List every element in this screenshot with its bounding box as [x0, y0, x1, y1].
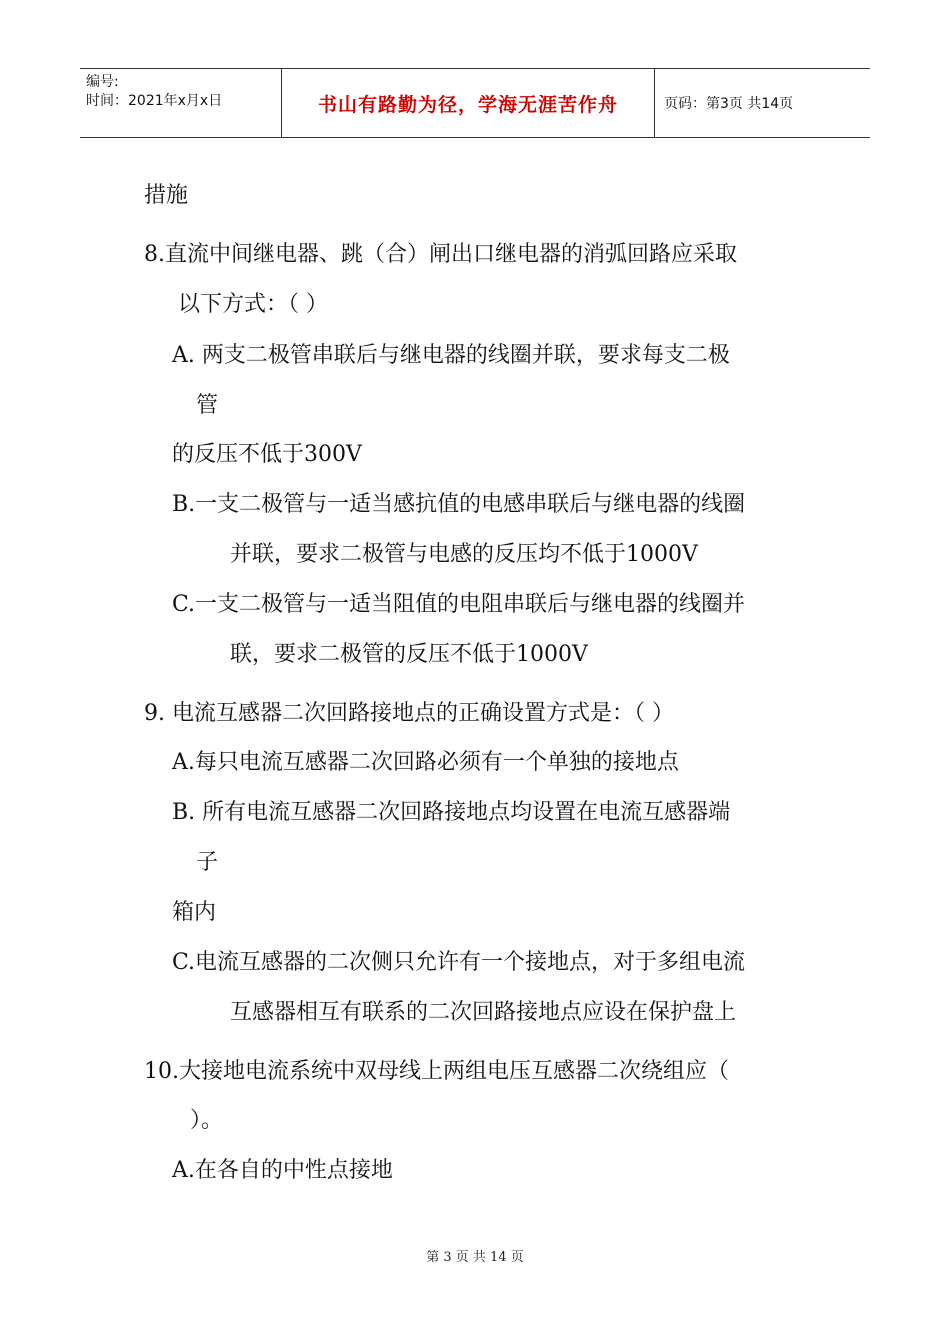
page-footer: 第 3 页 共 14 页 — [426, 1250, 524, 1265]
option-line: B.一支二极管与一适当感抗值的电感串联后与继电器的线圈 — [172, 492, 746, 517]
page-header — [80, 68, 870, 138]
header-meta — [86, 73, 222, 111]
question-8-line: 以下方式：（ ） — [178, 292, 328, 317]
option-line: B. 所有电流互感器二次回路接地点均设置在电流互感器端 — [172, 800, 731, 825]
option-line: A.每只电流互感器二次回路必须有一个单独的接地点 — [172, 750, 679, 775]
option-line: 联，要求二极管的反压不低于1000V — [230, 642, 588, 667]
question-9-line: 9. 电流互感器二次回路接地点的正确设置方式是：（ ） — [144, 701, 674, 726]
document-number-label: 编号: — [86, 74, 119, 90]
header-divider — [654, 69, 655, 137]
option-line: A. 两支二极管串联后与继电器的线圈并联，要求每支二极 — [172, 343, 730, 368]
option-line: 并联，要求二极管与电感的反压均不低于1000V — [230, 542, 698, 567]
body-line: 措施 — [144, 183, 189, 208]
option-line: 箱内 — [172, 900, 217, 925]
document-time-label: 时间：2021年x月x日 — [86, 93, 223, 109]
option-line: 的反压不低于300V — [172, 442, 362, 467]
option-line: 管 — [196, 393, 219, 418]
option-line: 子 — [196, 850, 219, 875]
option-line: A.在各自的中性点接地 — [172, 1158, 393, 1183]
question-10-line: 10.大接地电流系统中双母线上两组电压互感器二次绕组应（ — [144, 1059, 729, 1084]
header-motto: 书山有路勤为径，学海无涯苦作舟 — [317, 93, 618, 116]
question-10-line: ）。 — [190, 1108, 224, 1133]
option-line: 互感器相互有联系的二次回路接地点应设在保护盘上 — [230, 1000, 737, 1025]
question-8-line: 8.直流中间继电器、跳（合）闸出口继电器的消弧回路应采取 — [144, 242, 737, 267]
header-page-info: 页码：第3页 共14页 — [664, 96, 794, 112]
option-line: C.电流互感器的二次侧只允许有一个接地点，对于多组电流 — [172, 950, 746, 975]
option-line: C.一支二极管与一适当阻值的电阻串联后与继电器的线圈并 — [172, 592, 746, 617]
